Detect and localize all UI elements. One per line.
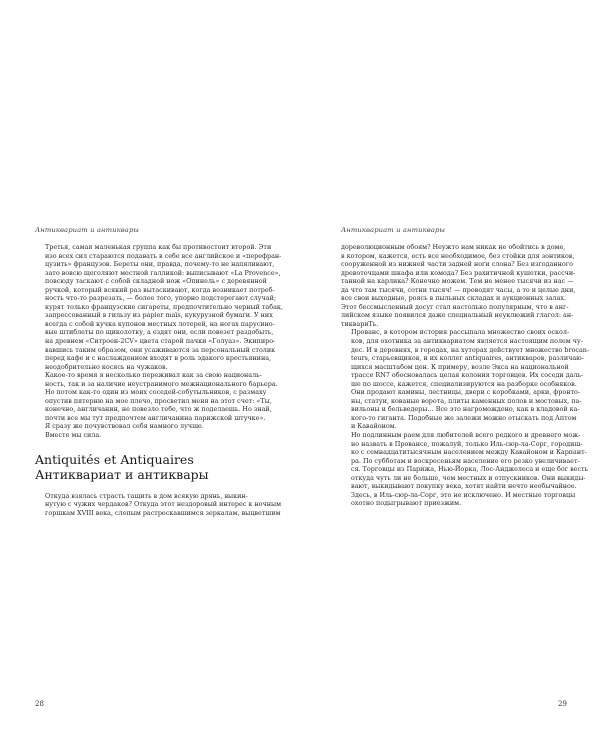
text-line: и Кавайоном. <box>351 422 397 431</box>
text-line: древоточцами шкафа или комода? Без рахитичной кушетки, рассчи- <box>341 268 576 277</box>
text-line: ся. Торговцы из Парижа, Нью-Йорка, Лос-Анджелеса и еще бог весть <box>351 465 589 474</box>
text-line: неодобрительно косясь на чужаков. <box>45 362 168 371</box>
text-line: курят только французские сигареты, предпочтительно черный табак, <box>45 302 283 311</box>
text-line: трассе RN7 обосновалась целая колония торговцев. Их соседи даль- <box>351 371 584 380</box>
paragraph <box>35 243 283 371</box>
paragraph <box>35 371 278 422</box>
right-page <box>300 0 600 750</box>
text-line: Этот бессмысленный досуг стал настолько популярным, что в анг- <box>341 302 569 311</box>
running-head: Антиквариат и антиквары <box>341 226 446 234</box>
text-line: повсюду таскают с собой складной нож «Опинель» с деревянной <box>45 277 267 286</box>
section-heading <box>35 452 264 482</box>
paragraph <box>341 431 589 508</box>
left-page-body <box>35 243 283 517</box>
text-line: запрессованный в гильзу из papier maïs, кукурузной бумаги. У них <box>45 311 273 320</box>
running-head: Антиквариат и антиквары <box>35 226 140 234</box>
paragraph <box>35 491 282 518</box>
text-line: Третья, самая маленькая группа как бы противостоит второй. Эти <box>45 243 272 251</box>
text-line: нутую с чужих чердаков? Откуда этот нездоровый интерес к ночным <box>45 500 282 509</box>
paragraph <box>341 328 590 431</box>
text-line: лийском языке появился даже специальный неуклюжий глагол: ан- <box>341 311 574 320</box>
text-line: ность что-то разрезать, — более того, упорно подстерегают случай; <box>45 294 277 303</box>
text-line: дореволюционным обоям? Неужто нам никак не обойтись в доме, <box>341 243 566 251</box>
text-line: да что там тысячи, сотни тысяч! — проводят часы, а то и целые дни, <box>341 285 576 294</box>
text-line: конечно, англичанин, не повезло тебе, что ж поделаешь. Но знай, <box>45 405 272 414</box>
text-line: ков, для охотника за антиквариатом является настоящим полем чу- <box>351 337 583 346</box>
text-line: перед кафе и с наслаждением входят в роль эдакого крестьянина, <box>45 354 272 363</box>
text-line: танной на карлика? Конечно можем. Тем не менее тысячи из нас — <box>341 277 574 286</box>
text-line: ность, так и за наличие неустранимого межнационального барьера. <box>45 379 278 388</box>
text-line: откуда чуть ли не больше, чем местных и отпускников. Они выкиды- <box>351 473 586 482</box>
paragraph <box>341 243 576 328</box>
text-line: вают, выкидывают покупку века, хотят найти нечто необычайное. <box>351 482 577 491</box>
text-line: все свои выходные, роясь в пыльных складах и аукционных залах. <box>341 294 567 303</box>
text-line: Но подлинным раем для любителей всего редкого и древнего мож- <box>351 431 581 440</box>
text-line: ра. По субботам и воскресеньям население его резко увеличивает- <box>351 456 580 465</box>
text-line: teurs, старьевщиков, и их коллег antiquaires, антикваров, различаю- <box>351 354 584 363</box>
text-line: Они продают камины, лестницы, двери с коробками, арки, фронто- <box>351 388 581 397</box>
text-line: ше по шоссе, кажется, специализируются на разборке особняков. <box>351 379 577 388</box>
text-line: щихся масштабом цен. К примеру, возле Экса на национальной <box>351 362 569 371</box>
text-line: но назвать в Провансе, пожалуй, только Иль-сюр-ла-Сорг, городиш- <box>351 439 583 448</box>
page-number: 29 <box>558 700 567 708</box>
text-line: в котором, кажется, есть все необходимое, без стойки для зонтиков, <box>341 251 575 260</box>
text-line: Я сразу же почувствовал себя намного лучше. <box>45 422 204 431</box>
text-line: Какое-то время я несколько переживал как за свою националь- <box>45 371 262 380</box>
text-line: Здесь, в Иль-сюр-ла-Сорг, это не исключено. И местные торговцы <box>351 490 576 499</box>
text-line: цузить» французов. Береты они, правда, почему-то не напяливают, <box>45 260 275 269</box>
text-line: ны, статуи, кованые ворота, плиты каменных полов и мостовых, па- <box>351 396 582 405</box>
text-line: сооруженной из нижней части задней ноги слона? Без изгоданного <box>341 260 573 269</box>
text-line: вые штиблеты по щиколотку, а ездят они, если повезет раздобыть, <box>45 328 274 337</box>
right-page-body <box>341 243 590 508</box>
text-line: на древнем «Ситроен-2CV» цвета старой пачки «Голуаз». Экипиро- <box>45 337 276 346</box>
text-line: горшкам XVIII века, слепым растрескавшимся зеркалам, выцветшим <box>45 508 281 517</box>
text-line: тиквариТь. <box>341 319 379 328</box>
text-line: охотно подыгрывают приезжим. <box>351 499 462 508</box>
section-heading-french: Antiquités et Antiquaires <box>35 451 194 467</box>
text-line: всегда с собой кучка купонов местных лотерей, на ногах парусино- <box>45 319 275 328</box>
text-line: Откуда взялась страсть тащить в дом всякую дрянь, выкин- <box>45 491 248 500</box>
paragraph <box>35 422 264 431</box>
text-line: дес. И в деревнях, в городах, на хуторах действует множество brocan- <box>351 345 590 354</box>
text-line: вильоны и бельведеры… Все это нагромождено, как в кладовой ка- <box>351 405 580 414</box>
text-line: почти все мы тут предпочтем англичанина парижской штучке». <box>45 413 266 422</box>
text-line: вавшись таким образом, они усаживаются за персональный столик <box>45 345 276 354</box>
section-heading-russian: Антиквариат и антиквары <box>35 466 209 482</box>
text-line: опустив пятерню на мое плечо, просветил меня на этот счет: «Ты, <box>45 396 272 405</box>
text-line: Вместе мы сила. <box>45 431 102 440</box>
text-line: Прованс, в котором история рассыпала множество своих оскол- <box>351 328 570 337</box>
text-line: ручкой, который всякий раз вытаскивают, когда возникает потреб- <box>45 285 275 294</box>
text-line: ко с семнадцатитысячным населением между Кавайоном и Карпант- <box>351 448 587 457</box>
paragraph <box>35 431 264 440</box>
text-line: изо всех сил стараются подавать в себе все английское и «перефран- <box>45 251 282 260</box>
text-line: Но потом как-то один из моих соседей-собутыльников, с размаху <box>45 388 267 397</box>
page-number: 28 <box>35 700 44 708</box>
text-line: кого-то гиганта. Подобные же залежи можно отыскать под Аптом <box>351 413 577 422</box>
text-line: зато вовсю щеголяют местной галликой: выписывают «La Provence», <box>45 268 281 277</box>
